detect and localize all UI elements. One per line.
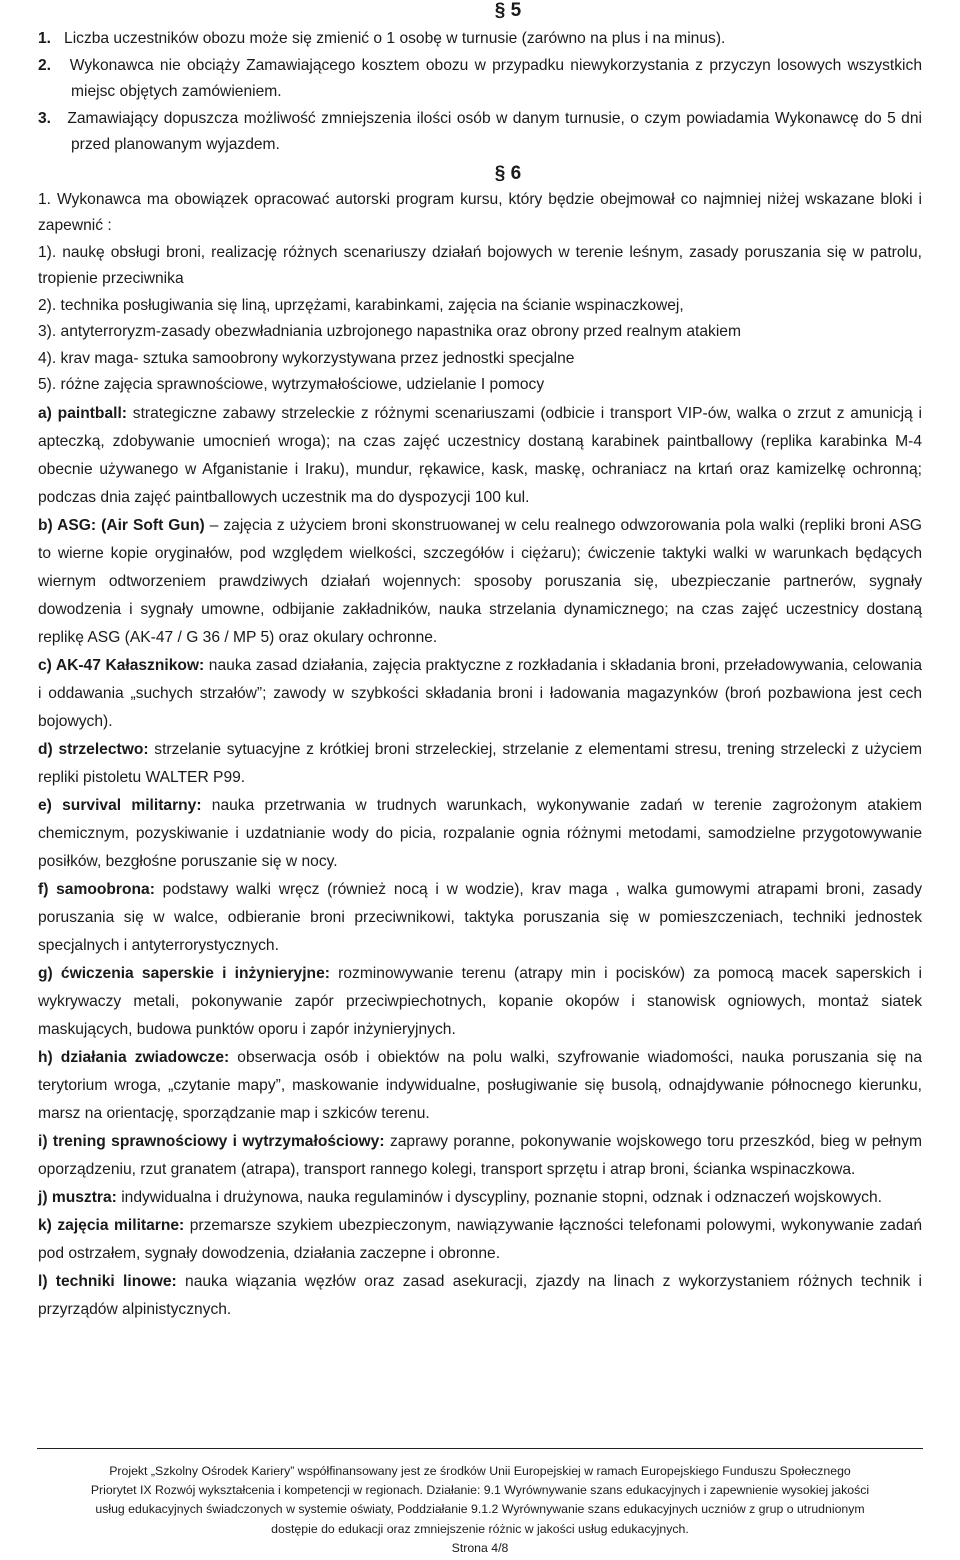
topic-label: e) survival militarny:	[38, 796, 202, 814]
topic-label: c) AK-47 Kałasznikow:	[38, 656, 205, 674]
topic-text: nauka przetrwania w trudnych warunkach, wykonywanie zadań w terenie zagrożonym atakiem chemicznym, pozyskiwanie i uzdatnianie wody do picia, rozpalanie ognia różnymi metodami, samodzielne przygotowywanie posiłków, bezgłośne poruszanie się w nocy.	[38, 796, 923, 870]
section-5-list	[38, 26, 922, 159]
topic-text: nauka zasad działania, zajęcia praktyczne z rozkładania i składania broni, przeładowywania, celowania i oddawania „suchych strzałów”; zawody w szybkości składania broni i ładowania magazynków (broń pozbawiona jest cech bojowych).	[38, 656, 922, 730]
topic-text: zaprawy poranne, pokonywanie wojskowego toru przeszkód, bieg w pełnym oporządzeniu, rzut granatem (atrapa), transport rannego kolegi, transport sprzętu i atrap broni, ścianka wspinaczkowa.	[38, 1132, 923, 1178]
topic-survival	[38, 792, 922, 876]
item-text: Liczba uczestników obozu może się zmienić o 1 osobę w turnusie (zarówno na plus i na minus).	[64, 30, 726, 47]
item-text: Zamawiający dopuszcza możliwość zmniejszenia ilości osób w danym turnusie, o czym powiadamia Wykonawcę do 5 dni przed planowanym wyjazdem.	[67, 109, 922, 153]
topic-text: rozminowywanie terenu (atrapy min i pocisków) za pomocą macek saperskich i wykrywaczy metali, pokonywanie zapór przeciwpiechotnych, kopanie okopów i stanowisk ogniowych, montaż siatek maskujących, budowa punktów oporu i zapór inżynieryjnych.	[38, 964, 922, 1038]
topic-trening	[38, 1128, 922, 1184]
topic-paintball	[38, 400, 922, 512]
program-block-4: 4). krav maga- sztuka samoobrony wykorzystywana przez jednostki specjalne	[38, 349, 575, 367]
topic-label: l) techniki linowe:	[38, 1272, 177, 1290]
topic-asg	[38, 512, 922, 652]
program-block-1: 1). naukę obsługi broni, realizację różnych scenariuszy działań bojowych w terenie leśnym, zasady poruszania się w patrolu, tropienie przeciwnika	[38, 243, 922, 287]
topic-strzelectwo	[38, 736, 922, 792]
section-5-item-3	[38, 106, 922, 159]
section-5-item-1	[38, 26, 922, 53]
section-6-heading: § 6	[494, 162, 522, 184]
program-topics-list	[38, 400, 922, 1324]
program-block-3: 3). antyterroryzm-zasady obezwładniania uzbrojonego napastnika oraz obrony przed realnym atakiem	[38, 323, 741, 340]
topic-text: przemarsze szykiem ubezpieczonym, nawiązywanie łączności telefonami polowymi, wykonywanie zadań pod ostrzałem, sygnały dowodzenia, działania zaczepne i obronne.	[38, 1216, 922, 1262]
item-number: 1.	[38, 30, 52, 47]
topic-label: b) ASG: (Air Soft Gun)	[38, 516, 205, 534]
topic-musztra	[38, 1184, 922, 1212]
item-text: Wykonawca nie obciąży Zamawiającego kosztem obozu w przypadku niewykorzystania z przyczyn losowych wszystkich miejsc objętych zamówieniem.	[69, 56, 922, 100]
section-5-item-2	[38, 53, 922, 106]
section-5-heading: § 5	[494, 0, 522, 21]
topic-text: strategiczne zabawy strzeleckie z różnymi scenariuszami (odbicie i transport VIP-ów, walka o zrzut z amunicją i apteczką, zdobywanie umocnień wroga); na czas zajęć uczestnicy dostaną karabinek paintballowy (replika karabinka M-4 obecnie używanego w Afganistanie i Iraku), mundur, rękawice, kask, maskę, ochraniacz na krtań oraz kamizelkę ochronną; podczas dnia zajęć paintballowych uczestnik ma do dyspozycji 100 kul.	[38, 404, 922, 506]
item-number: 2.	[38, 56, 52, 74]
topic-samoobrona	[38, 876, 922, 960]
topic-label: g) ćwiczenia saperskie i inżynieryjne:	[38, 964, 330, 982]
footer-text	[0, 1462, 960, 1558]
program-blocks-list	[38, 240, 922, 399]
topic-linowe	[38, 1268, 922, 1324]
topic-zwiadowcze	[38, 1044, 922, 1128]
topic-label: a) paintball:	[38, 404, 127, 422]
topic-text: – zajęcia z użyciem broni skonstruowanej w celu realnego odwzorowania pola walki (repliki broni ASG to wierne kopie oryginałów, pod względem wielkości, szczegółów i ciężaru); ćwiczenie taktyki walki w warunkach będących wiernym odtworzeniem prawdziwych działań wojennych: sposoby poruszania się, ubezpieczanie partnerów, sygnały dowodzenia i sygnały umowne, odbijanie zakładników, nauka strzelania dynamicznego; na czas zajęć uczestnicy dostaną replikę ASG (AK-47 / G 36 / MP 5) oraz okulary ochronne.	[38, 516, 923, 646]
topic-label: f) samoobrona:	[38, 880, 155, 898]
topic-label: i) trening sprawnościowy i wytrzymałościowy:	[38, 1132, 385, 1150]
footer-line-2: Priorytet IX Rozwój wykształcenia i kompetencji w regionach. Działanie: 9.1 Wyrównywanie szans edukacyjnych i zapewnienie wysokiej jakości	[90, 1483, 870, 1498]
footer-line-1: Projekt „Szkolny Ośrodek Kariery” współfinansowany jest ze środków Unii Europejskiej w ramach Europejskiego Funduszu Społecznego	[109, 1464, 851, 1478]
page-number: Strona 4/8	[451, 1540, 509, 1555]
topic-text: strzelanie sytuacyjne z krótkiej broni strzeleckiej, strzelanie z elementami stresu, trening strzelecki z użyciem repliki pistoletu WALTER P99.	[38, 740, 922, 786]
topic-saperskie	[38, 960, 922, 1044]
topic-label: h) działania zwiadowcze:	[38, 1048, 230, 1066]
footer-line-4: dostępie do edukacji oraz zmniejszenie różnic w jakości usług edukacyjnych.	[271, 1521, 689, 1536]
topic-text: nauka wiązania węzłów oraz zasad asekuracji, zjazdy na linach z wykorzystaniem różnych technik i przyrządów alpinistycznych.	[38, 1272, 922, 1318]
topic-militarne	[38, 1212, 922, 1268]
topic-label: k) zajęcia militarne:	[38, 1216, 185, 1234]
item-number: 3.	[38, 109, 52, 127]
footer-divider	[37, 1448, 923, 1449]
topic-text: podstawy walki wręcz (również nocą i w wodzie), krav maga , walka gumowymi atrapami broni, zasady poruszania się w walce, odbieranie broni przeciwnikowi, taktyka poruszania się w pomieszczeniach, techniki jednostek specjalnych i antyterrorystycznych.	[38, 880, 922, 954]
topic-text: obserwacja osób i obiektów na polu walki, szyfrowanie wiadomości, nauka poruszania się na terytorium wroga, „czytanie mapy”, maskowanie indywidualne, posługiwanie się busolą, odnajdywanie północnego kierunku, marsz na orientację, sporządzanie map i szkiców terenu.	[38, 1048, 922, 1122]
document-page	[38, 0, 922, 1324]
program-block-2: 2). technika posługiwania się liną, uprzężami, karabinkami, zajęcia na ścianie wspinaczkowej,	[38, 296, 684, 314]
topic-text: indywidualna i drużynowa, nauka regulaminów i dyscypliny, poznanie stopni, odznak i odznaczeń wojskowych.	[116, 1188, 882, 1206]
topic-label: j) musztra:	[38, 1188, 117, 1206]
topic-label: d) strzelectwo:	[38, 740, 149, 758]
topic-ak47	[38, 652, 922, 736]
section-6-intro: 1. Wykonawca ma obowiązek opracować autorski program kursu, który będzie obejmował co najmniej niżej wskazane bloki i zapewnić :	[38, 190, 922, 234]
program-block-5: 5). różne zajęcia sprawnościowe, wytrzymałościowe, udzielanie I pomocy	[38, 376, 545, 393]
footer-line-3: usług edukacyjnych świadczonych w systemie oświaty, Poddziałanie 9.1.2 Wyrównywanie szans edukacyjnych uczniów z grup o utrudnionym	[95, 1502, 865, 1517]
